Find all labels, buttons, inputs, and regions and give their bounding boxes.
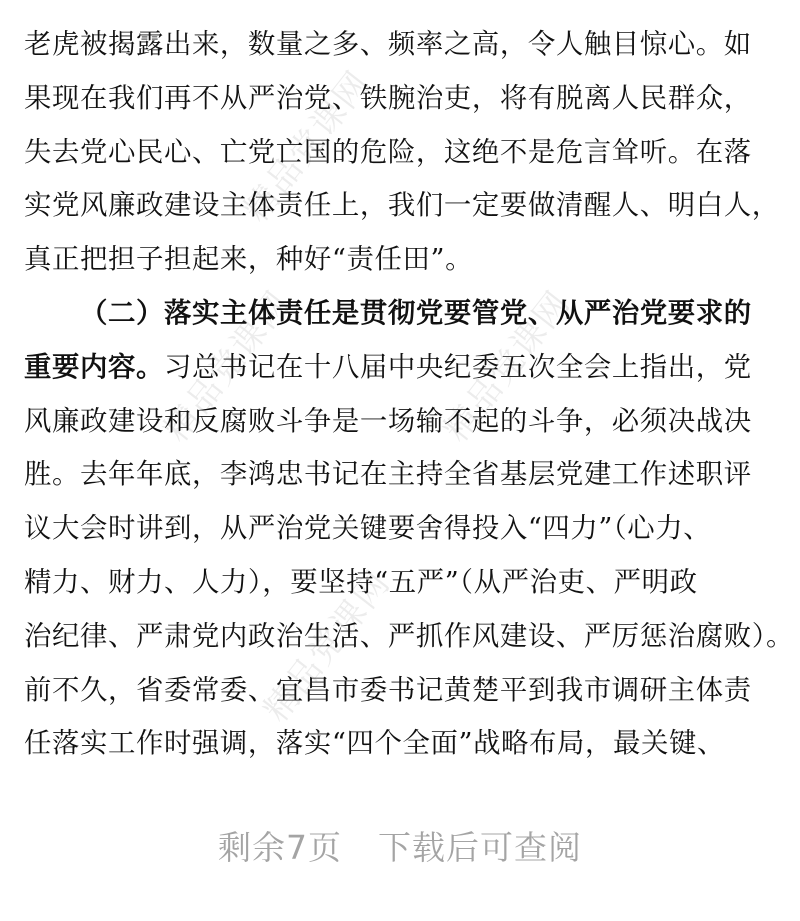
text-line: 果现在我们再不从严治党、铁腕治吏，将有脱离人民群众， — [24, 82, 752, 114]
remaining-pages-label: 剩余7页 — [218, 828, 342, 867]
document-body — [24, 18, 795, 771]
watermark-text: 精品党课网 — [436, 283, 579, 450]
text-line: 老虎被揭露出来，数量之多、频率之高，令人触目惊心。如 — [24, 29, 752, 60]
text-line: 风廉政建设和反腐败斗争是一场输不起的斗争，必须决战决 — [24, 405, 752, 437]
text-segment: 习总书记在十八届中央纪委五次全会上指出，党 — [163, 351, 752, 383]
text-line: 实党风廉政建设主体责任上，我们一定要做清醒人、明白人， — [24, 190, 780, 222]
watermark-text: 精品党课网 — [236, 63, 379, 230]
text-line: 议大会时讲到，从严治党关键要舍得投入“四力”（心力、 — [24, 513, 712, 545]
watermark-text: 精品党课网 — [256, 563, 399, 730]
section-heading-continuation: 重要内容。 — [24, 350, 164, 383]
text-line: 失去党心民心、亡党亡国的危险，这绝不是危言耸听。在落 — [24, 136, 752, 168]
download-notice[interactable] — [0, 822, 800, 869]
text-line: 前不久，省委常委、宜昌市委书记黄楚平到我市调研主体责 — [24, 674, 752, 706]
text-line: 真正把担子担起来，种好“责任田”。 — [24, 244, 474, 276]
text-line: 精力、财力、人力），要坚持“五严”（从严治吏、严明政 — [24, 566, 698, 598]
download-prompt-label: 下载后可查阅 — [378, 828, 582, 867]
text-line: 胜。去年年底，李鸿忠书记在主持全省基层党建工作述职评 — [24, 459, 752, 491]
text-line — [24, 341, 780, 395]
section-heading: （二）落实主体责任是贯彻党要管党、从严治党要求的 — [80, 296, 752, 329]
watermark-text: 精品党课网 — [156, 283, 299, 450]
text-line: 任落实工作时强调，落实“四个全面”战略布局，最关键、 — [24, 728, 725, 760]
text-line: 治纪律、严肃党内政治生活、严抓作风建设、严厉惩治腐败）。 — [24, 620, 795, 652]
